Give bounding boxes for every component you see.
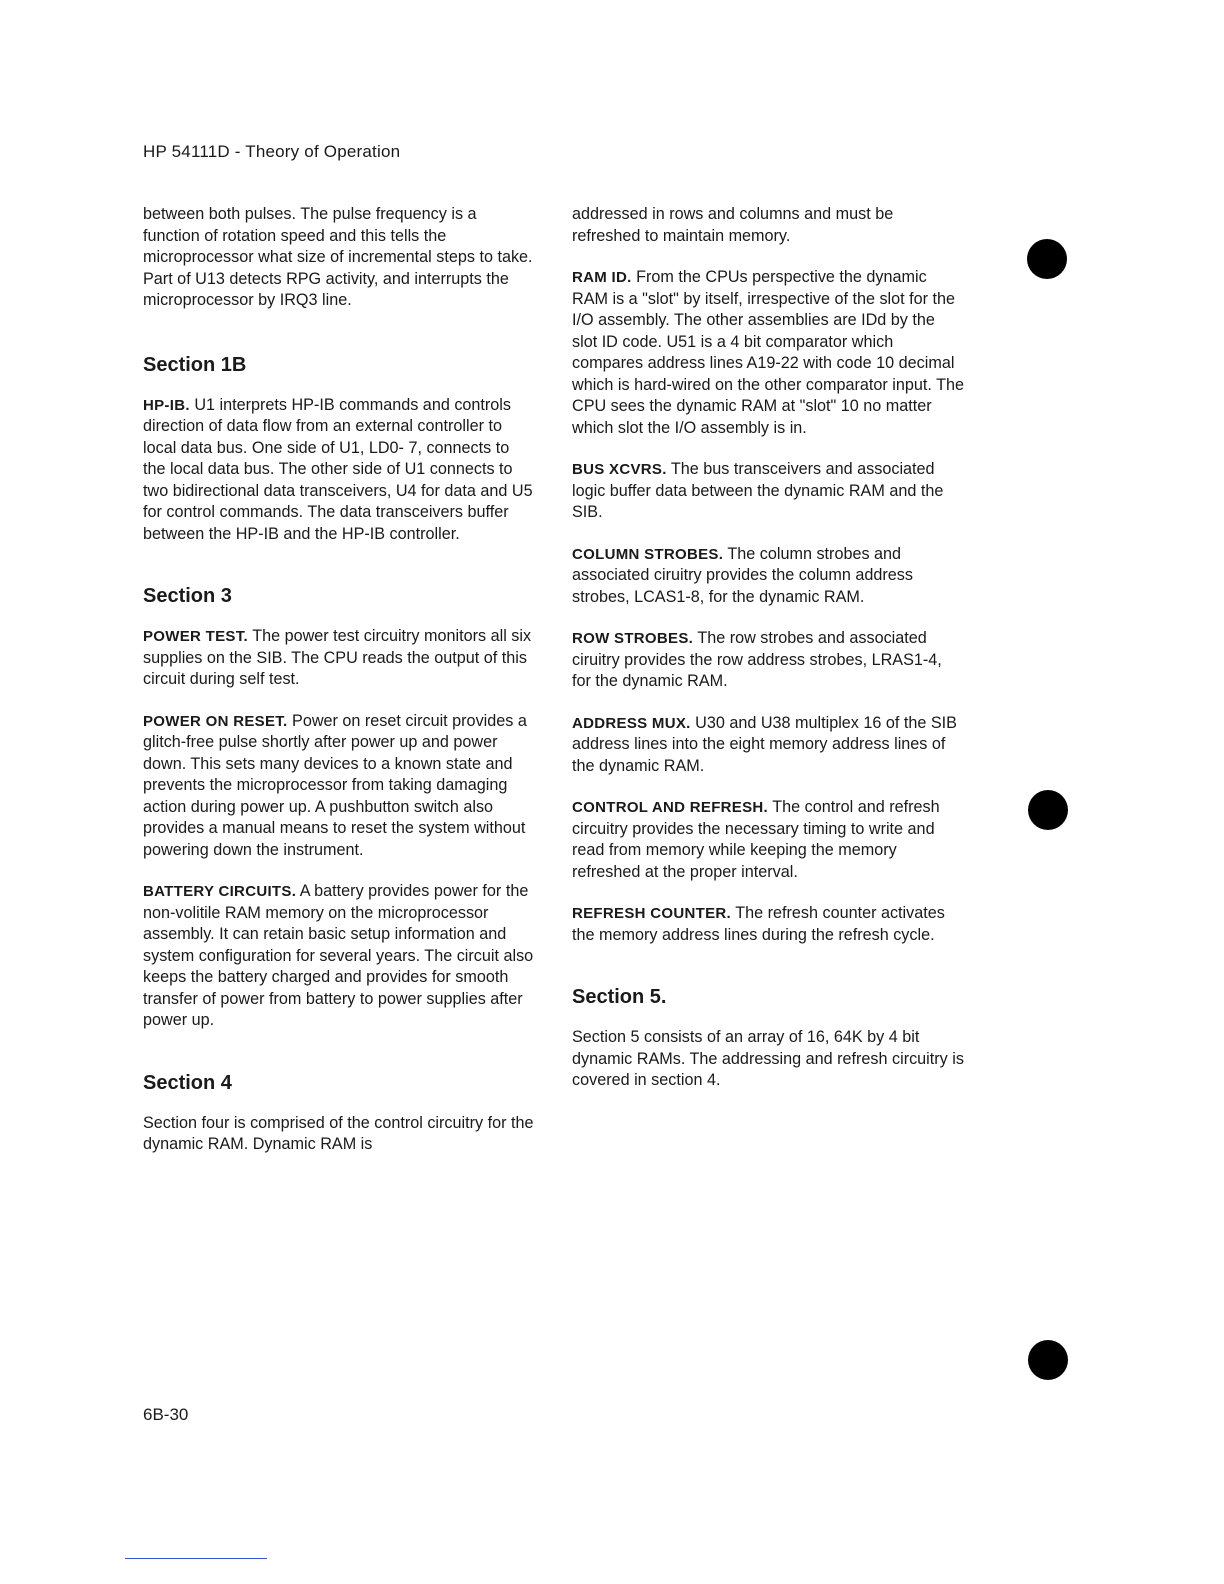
ram-id-text: From the CPUs perspective the dynamic RAM is a "slot" by itself, irrespective of the slot for the I/O assembly. The other assemblies are IDd by the slot ID code. U51 is a 4 bit comparator which compares address lines A19-22 with code 10 decimal which is hard-wired on the other comparator input. The CPU sees the dynamic RAM at "slot" 10 no matter which slot the I/O assembly is in. — [572, 268, 965, 437]
bus-xcvrs-lead: BUS XCVRS. — [572, 461, 667, 478]
refresh-counter-text: The refresh counter activates the memory address lines during the refresh cycle. — [572, 904, 945, 944]
refresh-counter-paragraph — [572, 903, 964, 946]
address-mux-text: U30 and U38 multiplex 16 of the SIB address lines into the eight memory address lines of the dynamic RAM. — [572, 713, 957, 775]
address-mux-lead: ADDRESS MUX. — [572, 714, 691, 732]
section-5-heading: Section 5. — [572, 986, 667, 1008]
control-refresh-text: The control and refresh circuitry provides the necessary timing to write and read from memory while keeping the memory refreshed at the proper interval. — [572, 798, 940, 881]
punch-hole-icon — [1028, 790, 1068, 830]
right-column — [572, 204, 964, 1112]
left-column — [143, 204, 535, 1176]
section-4-paragraph: Section four is comprised of the control circuitry for the dynamic RAM. Dynamic RAM is — [143, 1113, 534, 1153]
punch-hole-icon — [1028, 1340, 1068, 1380]
section-5-paragraph: Section 5 consists of an array of 16, 64K by 4 bit dynamic RAMs. The addressing and refresh circuitry is covered in section 4. — [572, 1028, 964, 1089]
power-test-text: The power test circuitry monitors all six supplies on the SIB. The CPU reads the output of this circuit during self test. — [143, 627, 532, 688]
bus-xcvrs-text: The bus transceivers and associated logic buffer data between the dynamic RAM and the SIB. — [572, 460, 944, 521]
control-refresh-lead: CONTROL AND REFRESH. — [572, 799, 769, 816]
column-strobes-text: The column strobes and associated ciruitry provides the column address strobes, LCAS1-8, for the dynamic RAM. — [572, 544, 913, 606]
row-strobes-text: The row strobes and associated ciruitry provides the row address strobes, LRAS1-4, for the dynamic RAM. — [572, 629, 942, 690]
power-on-reset-paragraph — [143, 711, 535, 862]
power-on-reset-text: Power on reset circuit provides a glitch-free pulse shortly after power up and power down. This sets many devices to a known state and prevents the microprocessor from taking damaging action during power up. A pushbutton switch also provides a manual means to reset the system without powering down the instrument. — [143, 711, 527, 859]
section-1b-heading: Section 1B — [143, 353, 247, 376]
running-header: HP 54111D - Theory of Operation — [143, 142, 401, 161]
intro-paragraph: between both pulses. The pulse frequency is a function of rotation speed and this tells the microprocessor what size of incremental steps to take. Part of U13 detects RPG activity, and interrupts the microprocessor by IRQ3 line. — [143, 205, 533, 309]
power-test-lead: POWER TEST. — [143, 628, 248, 645]
control-refresh-paragraph — [572, 797, 964, 883]
ram-id-paragraph — [572, 267, 964, 439]
bottom-rule — [125, 1558, 267, 1559]
bus-xcvrs-paragraph — [572, 459, 964, 524]
row-strobes-lead: ROW STROBES. — [572, 630, 694, 647]
ram-id-lead: RAM ID. — [572, 269, 632, 286]
punch-hole-icon — [1027, 239, 1067, 279]
battery-lead: BATTERY CIRCUITS. — [143, 883, 297, 900]
section-3-heading: Section 3 — [143, 585, 232, 607]
column-strobes-lead: COLUMN STROBES. — [572, 545, 724, 563]
row-strobes-paragraph — [572, 628, 964, 693]
continuation-paragraph: addressed in rows and columns and must be refreshed to maintain memory. — [572, 205, 894, 245]
battery-text: A battery provides power for the non-volitile RAM memory on the microprocessor assembly. It can retain basic setup information and system configuration for several years. The circuit also keeps the battery charged and provides for smooth transfer of power from battery to power supplies after power up. — [143, 882, 534, 1029]
section-4-heading: Section 4 — [143, 1071, 232, 1094]
power-test-paragraph — [143, 626, 535, 691]
hpib-paragraph — [143, 395, 535, 546]
column-strobes-paragraph — [572, 544, 964, 609]
battery-paragraph — [143, 881, 535, 1032]
page-number: 6B-30 — [143, 1405, 189, 1424]
address-mux-paragraph — [572, 713, 964, 778]
refresh-counter-lead: REFRESH COUNTER. — [572, 905, 731, 922]
hpib-text: U1 interprets HP-IB commands and controls direction of data flow from an external controller to local data bus. One side of U1, LD0- 7, connects to the local data bus. The other side of U1 connects to two bidirectional data transceivers, U4 for data and U5 for control commands. The data transceivers buffer between the HP-IB and the HP-IB controller. — [143, 395, 533, 543]
power-on-reset-lead: POWER ON RESET. — [143, 712, 288, 730]
hpib-lead: HP-IB. — [143, 396, 190, 414]
